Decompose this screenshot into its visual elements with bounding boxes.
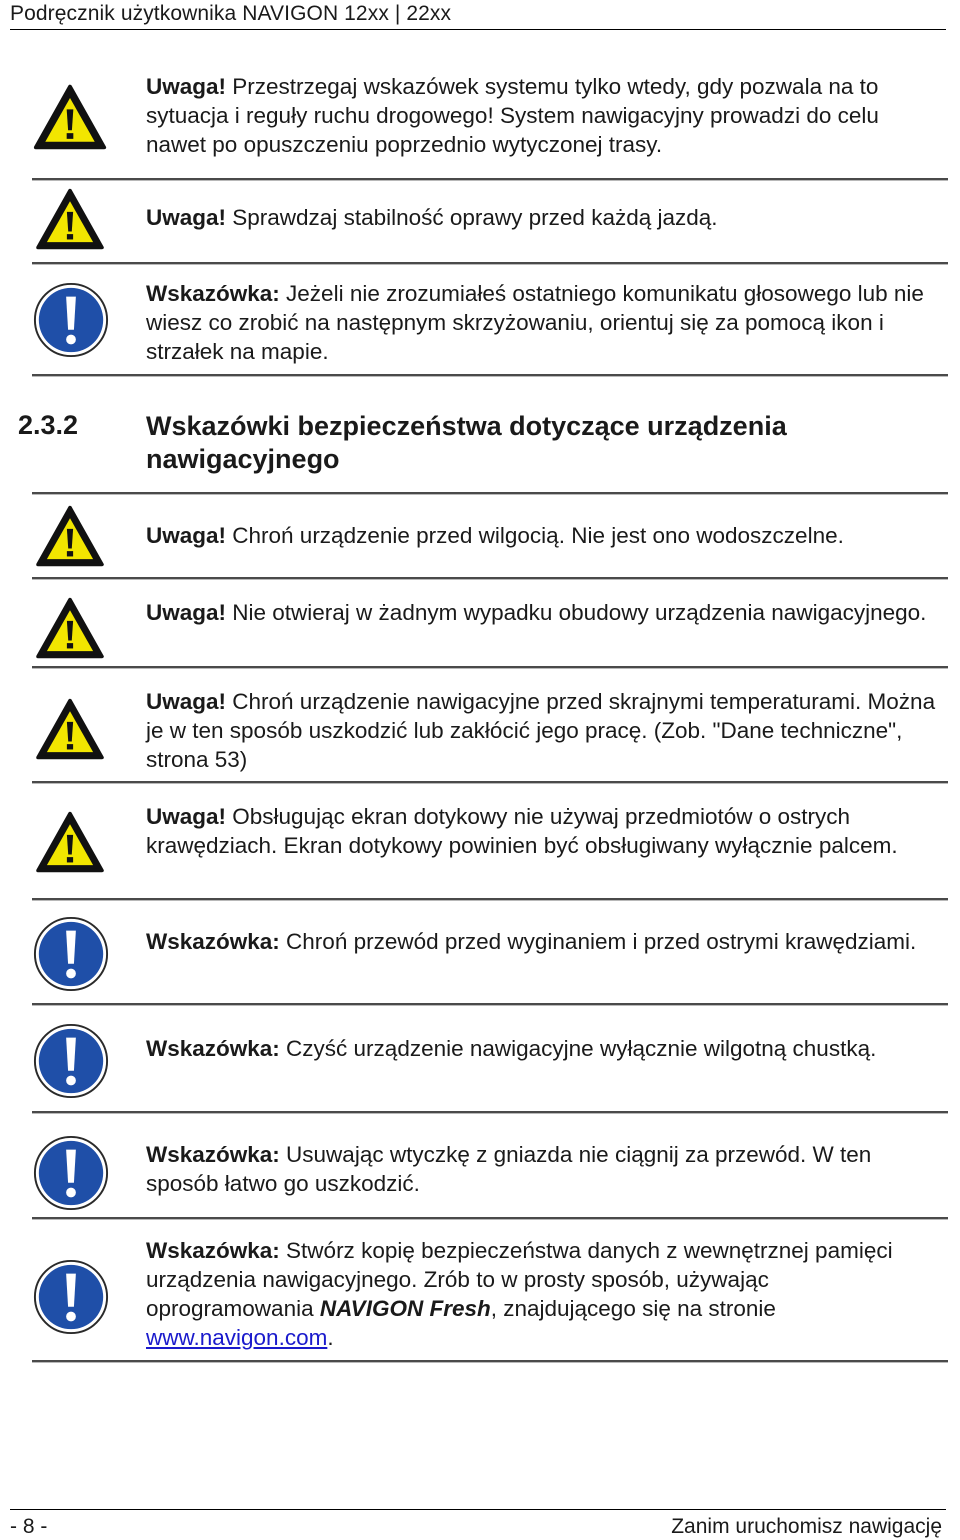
notice-text xyxy=(146,521,942,550)
info-exclamation-icon xyxy=(32,1134,110,1212)
navigon-website-link[interactable]: www.navigon.com xyxy=(146,1325,328,1350)
notice-divider xyxy=(32,1003,948,1006)
notice-body: Usuwając wtyczkę z gniazda nie ciągnij za przewód. W ten sposób łatwo go uszkodzić. xyxy=(146,1142,872,1196)
notice-body: Sprawdzaj stabilność oprawy przed każdą jazdą. xyxy=(226,205,718,230)
info-exclamation-icon xyxy=(32,915,110,993)
warning-triangle-icon xyxy=(32,187,108,251)
notice-body: Czyść urządzenie nawigacyjne wyłącznie wilgotną chustką. xyxy=(279,1036,877,1061)
notice-text xyxy=(146,1140,942,1198)
notice-divider xyxy=(32,262,948,265)
notice-label: Uwaga! xyxy=(146,600,227,625)
warning-triangle-icon xyxy=(32,697,108,761)
notice-body: Chroń przewód przed wyginaniem i przed ostrymi krawędziami. xyxy=(279,929,917,954)
notice-label: Wskazówka: xyxy=(146,929,280,954)
notice-label: Wskazówka: xyxy=(146,1142,280,1167)
warning-triangle-icon xyxy=(32,504,108,568)
notice-label: Wskazówka: xyxy=(146,281,280,306)
notice-body: Chroń urządzenie nawigacyjne przed skrajnymi temperaturami. Można je w ten sposób uszkodzić lub zakłócić jego pracę. (Zob. "Dane techniczne", strona 53) xyxy=(146,689,936,772)
notice-text xyxy=(146,687,942,774)
notice-label: Wskazówka: xyxy=(146,1036,280,1061)
notice-label: Uwaga! xyxy=(146,689,227,714)
notice-divider xyxy=(32,577,948,580)
notice-label: Wskazówka: xyxy=(146,1238,280,1263)
notice-text xyxy=(146,598,942,627)
chapter-title: Zanim uruchomisz nawigację xyxy=(671,1515,942,1538)
notice-divider xyxy=(32,781,948,784)
page-number: - 8 - xyxy=(10,1515,48,1538)
notice-divider xyxy=(32,898,948,901)
footer-divider xyxy=(10,1509,946,1510)
notice-divider xyxy=(32,374,948,377)
info-exclamation-icon xyxy=(32,281,110,359)
header-divider xyxy=(10,29,946,30)
notice-divider xyxy=(32,666,948,669)
notice-body: Obsługując ekran dotykowy nie używaj przedmiotów o ostrych krawędziach. Ekran dotykowy powinien być obsługiwany wyłącznie palcem. xyxy=(146,804,898,858)
notice-body: Chroń urządzenie przed wilgocią. Nie jest ono wodoszczelne. xyxy=(226,523,844,548)
notice-text xyxy=(146,927,942,956)
notice-label: Uwaga! xyxy=(146,74,227,99)
notice-divider xyxy=(32,1111,948,1114)
notice-label: Uwaga! xyxy=(146,804,227,829)
notice-text xyxy=(146,72,942,159)
notice-label: Uwaga! xyxy=(146,205,227,230)
notice-text xyxy=(146,1034,942,1063)
notice-divider xyxy=(32,1360,948,1363)
notice-body: Stwórz kopię bezpieczeństwa danych z wewnętrznej pamięci urządzenia nawigacyjnego. Zrób to w prosty sposób, używając oprogramowania xyxy=(146,1238,893,1321)
notice-text xyxy=(146,203,942,232)
notice-body-continued: , znajdującego się na stronie xyxy=(490,1296,776,1321)
notice-body: Przestrzegaj wskazówek systemu tylko wtedy, gdy pozwala na to sytuacja i reguły ruchu drogowego! System nawigacyjny prowadzi do celu nawet po opuszczeniu poprzednio wytyczonej trasy. xyxy=(146,74,879,157)
software-name: NAVIGON Fresh xyxy=(319,1296,491,1321)
notice-body-end: . xyxy=(327,1325,334,1350)
warning-triangle-icon xyxy=(32,82,108,152)
warning-triangle-icon xyxy=(32,596,108,660)
section-number: 2.3.2 xyxy=(18,410,79,440)
notice-text xyxy=(146,279,942,366)
notice-divider xyxy=(32,1217,948,1220)
warning-triangle-icon xyxy=(32,810,108,874)
page-header-title: Podręcznik użytkownika NAVIGON 12xx | 22xx xyxy=(10,2,452,25)
info-exclamation-icon xyxy=(32,1022,110,1100)
notice-body: Nie otwieraj w żadnym wypadku obudowy urządzenia nawigacyjnego. xyxy=(226,600,927,625)
notice-text xyxy=(146,1236,942,1352)
notice-body: Jeżeli nie zrozumiałeś ostatniego komunikatu głosowego lub nie wiesz co zrobić na następnym skrzyżowaniu, orientuj się za pomocą ikon i strzałek na mapie. xyxy=(146,281,924,364)
info-exclamation-icon xyxy=(32,1258,110,1336)
notice-text xyxy=(146,802,942,860)
section-divider xyxy=(32,492,948,495)
section-title: Wskazówki bezpieczeństwa dotyczące urządzenia nawigacyjnego xyxy=(146,411,787,474)
notice-divider xyxy=(32,178,948,181)
notice-label: Uwaga! xyxy=(146,523,227,548)
